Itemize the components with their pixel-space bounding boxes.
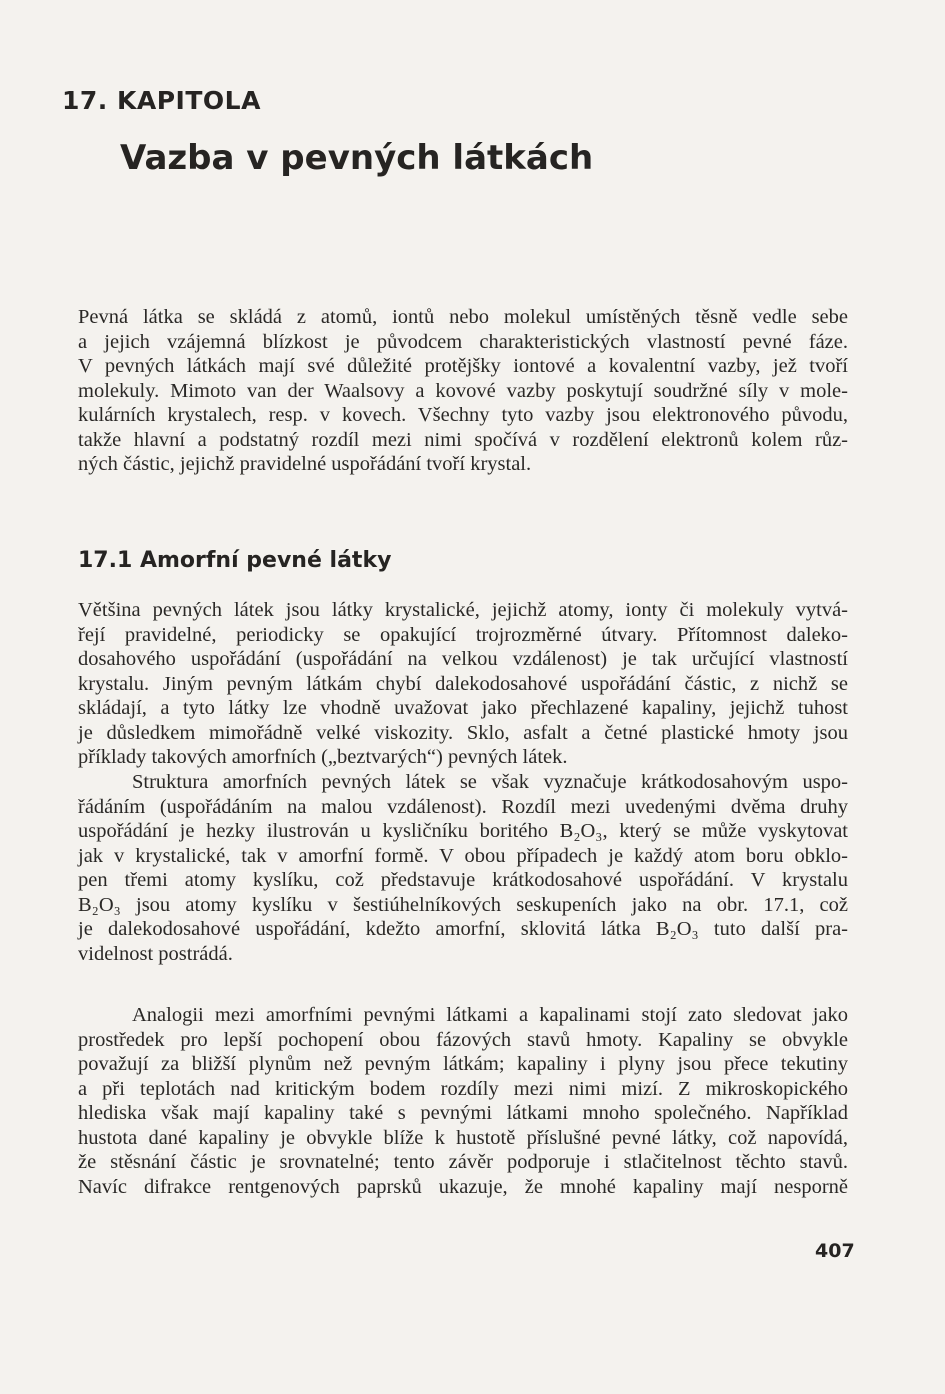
text-line: B₂O₃ jsou atomy kyslíku v šestiúhelníkových seskupeních jako na obr. 17.1, což [78,893,848,916]
text-line: dosahového uspořádání (uspořádání na velkou vzdálenost) je tak určující vlastností [78,648,848,670]
text-line: pen třemi atomy kyslíku, což představuje krátkodosahové uspořádání. V krystalu [78,869,848,891]
section-heading: 17.1 Amorfní pevné látky [78,548,392,573]
chapter-title: Vazba v pevných látkách [120,138,594,178]
text-line: krystalu. Jiným pevným látkám chybí dalekodosahové uspořádání částic, z nichž se [78,672,848,695]
text-line: molekuly. Mimoto van der Waalsovy a kovové vazby poskytují soudržné síly v mole- [78,379,848,402]
text-line: Struktura amorfních pevných látek se však vyznačuje krátkodosahovým uspo- [132,771,848,793]
paragraph-3 [78,1003,848,1199]
intro-paragraph [78,305,848,477]
text-line: prostředek pro lepší pochopení obou fázových stavů hmoty. Kapaliny se obvykle [78,1028,848,1051]
text-line: a jejich vzájemná blízkost je původcem charakteristických vlastností pevné fáze. [78,330,848,353]
text-line: považují za bližší plynům než pevným látkám; kapaliny i plyny jsou přece tekutiny [78,1053,848,1075]
text-line: řádáním (uspořádáním na malou vzdálenost). Rozdíl mezi uvedenými dvěma druhy [78,795,848,818]
text-line: V pevných látkách mají své důležité protějšky iontové a kovalentní vazby, jež tvoří [78,355,848,377]
page-number: 407 [815,1240,855,1262]
text-line: hlediska však mají kapaliny také s pevnými látkami mnoho společného. Například [78,1102,848,1124]
text-line: Analogii mezi amorfními pevnými látkami a kapalinami stojí zato sledovat jako [132,1004,848,1026]
text-line: že stěsnání částic je srovnatelné; tento závěr podporuje i stlačitelnost těchto stavů. [78,1151,848,1173]
text-line: Většina pevných látek jsou látky krystalické, jejichž atomy, ionty či molekuly vytvá- [78,599,848,621]
paragraph-2 [78,770,848,966]
text-line: Pevná látka se skládá z atomů, iontů nebo molekul umístěných těsně vedle sebe [78,306,848,328]
text-line: ných částic, jejichž pravidelné uspořádání tvoří krystal. [78,453,532,475]
text-line: takže hlavní a podstatný rozdíl mezi nimi spočívá v rozdělení elektronů kolem růz- [78,428,848,451]
text-line: uspořádání je hezky ilustrován u kysličníku boritého B₂O₃, který se může vyskytovat [78,820,848,842]
text-line: hustota dané kapaliny je obvykle blíže k hustotě příslušné pevné látky, což napovídá, [78,1126,848,1149]
text-line: kulárních krystalech, resp. v kovech. Všechny tyto vazby jsou elektronového původu, [78,404,848,426]
paragraph-1 [78,598,848,770]
text-line: a při teplotách nad kritickým bodem rozdíly mezi nimi mizí. Z mikroskopického [78,1077,848,1100]
text-line: Navíc difrakce rentgenových paprsků ukazuje, že mnohé kapaliny mají nesporně [78,1175,848,1198]
text-line: videlnost postrádá. [78,942,233,965]
text-line: příklady takových amorfních („beztvarých“) pevných látek. [78,746,568,768]
text-line: řejí pravidelné, periodicky se opakující trojrozměrné útvary. Přítomnost daleko- [78,623,848,646]
text-line: je důsledkem mimořádně velké viskozity. Sklo, asfalt a četné plastické hmoty jsou [78,721,848,744]
text-line: skládají, a tyto látky lze vhodně uvažovat jako přechlazené kapaliny, jejichž tuhost [78,697,848,719]
text-line: jak v krystalické, tak v amorfní formě. V obou případech je každý atom boru obklo- [78,844,848,867]
chapter-label: 17. KAPITOLA [62,86,261,115]
text-line: je dalekodosahové uspořádání, kdežto amorfní, sklovitá látka B₂O₃ tuto další pra- [78,918,848,940]
